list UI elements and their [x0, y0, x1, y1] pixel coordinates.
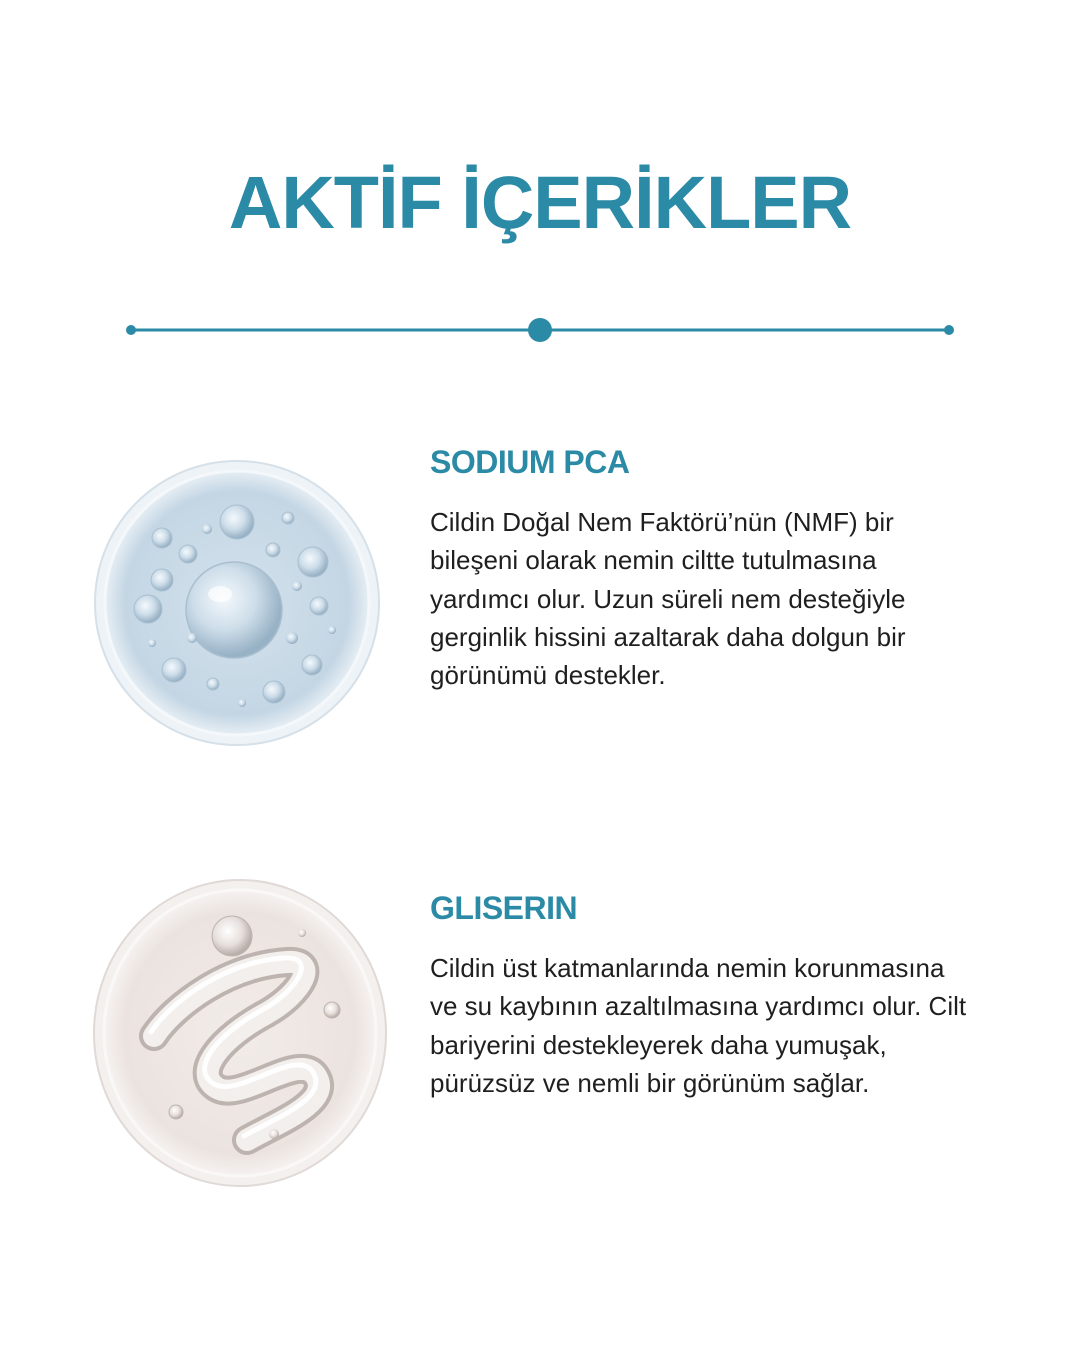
divider-line: [120, 310, 960, 350]
ingredient-sodium-pca: [430, 444, 970, 694]
ingredient-description: Cildin Doğal Nem Faktörü’nün (NMF) bir bileşeni olarak nemin ciltte tutulmasına yardımcı olur. Uzun süreli nem desteğiyle gerginlik hissini azaltarak daha dolgun bir görünümü destekler.: [430, 507, 906, 691]
petri-dish-gel-swirl-icon: [92, 878, 388, 1188]
petri-dish-droplets-icon: [92, 458, 382, 748]
ingredient-title: GLISERIN: [430, 890, 578, 926]
ingredient-title: SODIUM PCA: [430, 444, 630, 480]
page-title: AKTİF İÇERİKLER: [228, 161, 852, 244]
ingredient-gliserin: [430, 890, 970, 1102]
ingredient-description: Cildin üst katmanlarında nemin korunmasına ve su kaybının azaltılmasına yardımcı olur. Cilt bariyerini destekleyerek daha yumuşak, pürüzsüz ve nemli bir görünüm sağlar.: [430, 953, 967, 1098]
